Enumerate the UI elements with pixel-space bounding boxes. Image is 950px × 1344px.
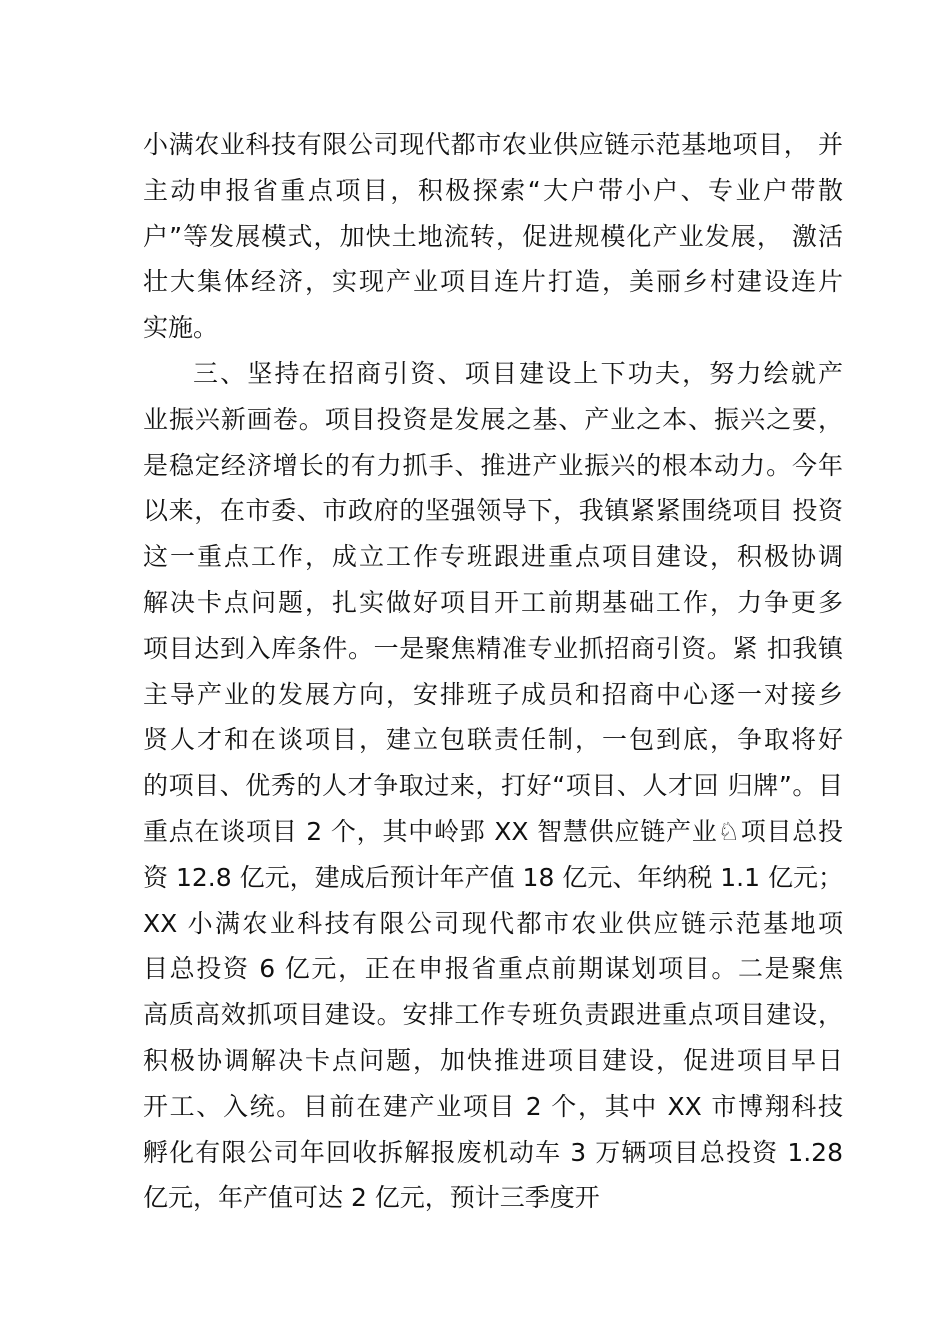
text-line: 孵化有限公司年回收拆解报废机动车 3 万辆项目总投资 1.28: [143, 1137, 843, 1167]
text-line: 高质高效抓项目建设。安排工作专班负责跟进重点项目建设，: [143, 1000, 843, 1030]
text-line: 业振兴新画卷。项目投资是发展之基、产业之本、振兴之要，: [143, 404, 843, 434]
text-line: 实施。: [143, 313, 219, 343]
text-line: 小满农业科技有限公司现代都市农业供应链示范基地项目， 并: [143, 130, 843, 159]
text-line: 是稳定经济增长的有力抓手、推进产业振兴的根本动力。今年: [143, 450, 843, 480]
text-line: 以来，在市委、市政府的坚强领导下，我镇紧紧围绕项目 投资: [143, 496, 843, 526]
paragraph-heading-line: 三、坚持在招商引资、项目建设上下功夫，努力绘就产: [193, 358, 843, 388]
text-line: 主动申报省重点项目，积极探索“大户带小户、专业户带散: [143, 175, 843, 205]
text-line: 资 12.8 亿元，建成后预计年产值 18 亿元、年纳税 1.1 亿元；: [143, 862, 843, 892]
text-line: 项目达到入库条件。一是聚焦精准专业抓招商引资。紧 扣我镇: [143, 633, 843, 663]
text-line: 重点在谈项目 2 个，其中岭郢 XX 智慧供应链产业♘项目总投: [143, 816, 843, 846]
text-line: 的项目、优秀的人才争取过来，打好“项目、人才回 归牌”。目: [143, 771, 843, 801]
body-text: [143, 122, 843, 1221]
text-line: 目总投资 6 亿元，正在申报省重点前期谋划项目。二是聚焦: [143, 954, 843, 984]
text-line: 积极协调解决卡点问题，加快推进项目建设，促进项目早日: [143, 1045, 843, 1075]
text-line: 壮大集体经济，实现产业项目连片打造，美丽乡村建设连片: [143, 267, 843, 297]
text-line: 解决卡点问题，扎实做好项目开工前期基础工作，力争更多: [143, 587, 843, 617]
text-line: 这一重点工作，成立工作专班跟进重点项目建设，积极协调: [143, 542, 843, 572]
text-line: 户”等发展模式，加快土地流转，促进规模化产业发展， 激活: [143, 221, 843, 251]
text-line: 亿元，年产值可达 2 亿元，预计三季度开: [143, 1183, 600, 1213]
text-line: 主导产业的发展方向，安排班子成员和招商中心逐一对接乡: [143, 679, 843, 709]
text-line: 贤人才和在谈项目，建立包联责任制，一包到底，争取将好: [143, 725, 843, 755]
text-line: 开工、入统。目前在建产业项目 2 个，其中 XX 市博翔科技: [143, 1091, 843, 1121]
text-line: XX 小满农业科技有限公司现代都市农业供应链示范基地项: [143, 908, 843, 938]
